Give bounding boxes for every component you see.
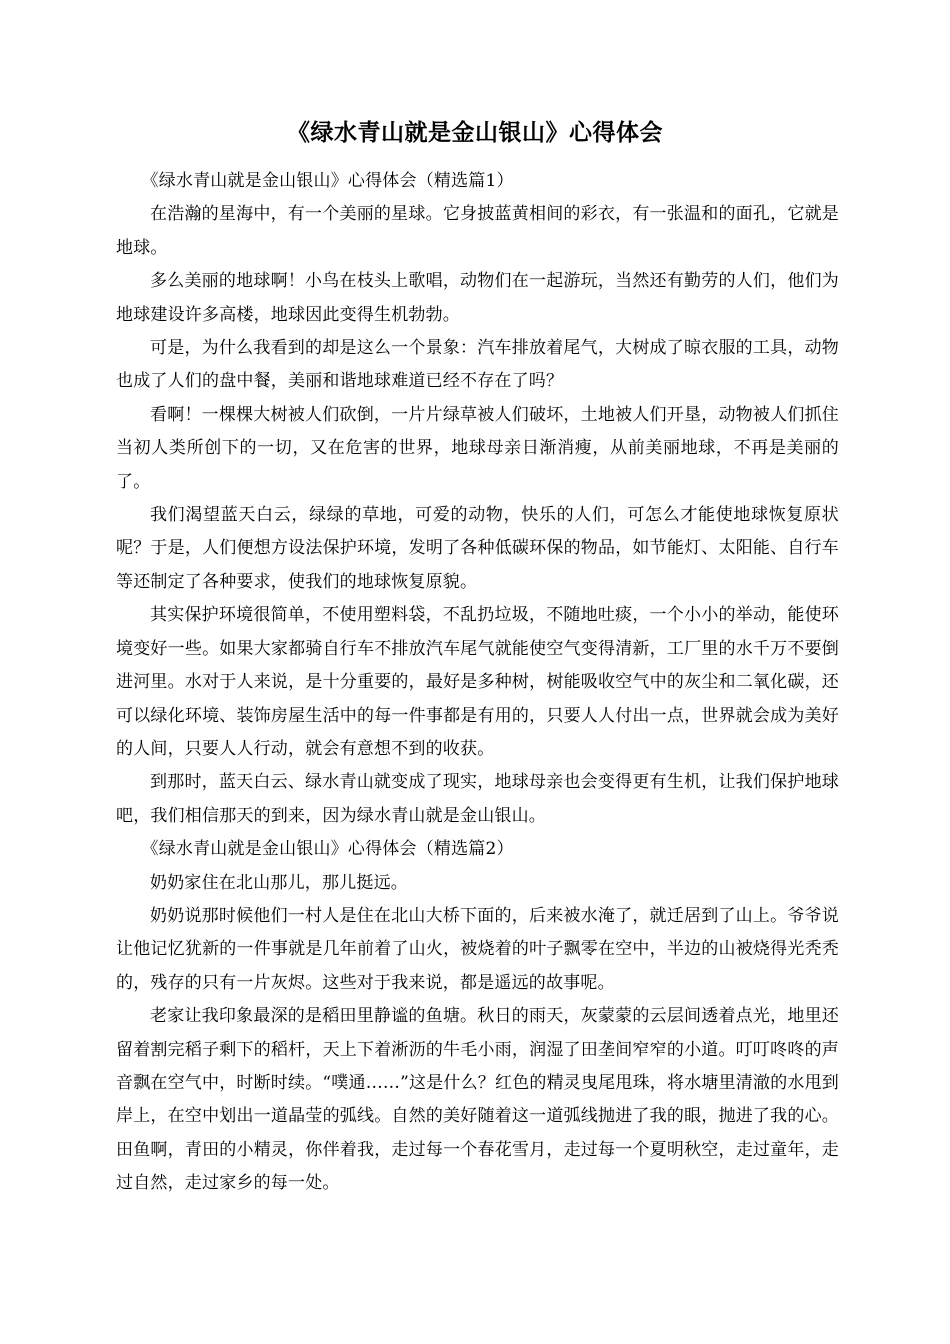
section-heading: 《绿水青山就是金山银山》心得体会（精选篇1）	[141, 171, 514, 191]
section-heading: 《绿水青山就是金山银山》心得体会（精选篇2）	[141, 839, 514, 860]
document-body	[116, 165, 839, 1201]
paragraph: 老家让我印象最深的是稻田里静谧的鱼塘。秋日的雨天，灰蒙蒙的云层间透着点光，地里还留着割完稻子剩下的稻杆，天上下着淅沥的牛毛小雨，润湿了田垄间窄窄的小道。叮叮咚咚的声音飘在空气中，时断时续。“噗通……”这是什么？红色的精灵曳尾甩珠，将水塘里清澈的水甩到岸上，在空中划出一道晶莹的弧线。自然的美好随着这一道弧线抛进了我的眼，抛进了我的心。田鱼啊，青田的小精灵，你伴着我，走过每一个春花雪月，走过每一个夏明秋空，走过童年，走过自然，走过家乡的每一处。	[116, 1006, 839, 1194]
paragraph: 多么美丽的地球啊！小鸟在枝头上歌唱，动物们在一起游玩，当然还有勤劳的人们，他们为地球建设许多高楼，地球因此变得生机勃勃。	[116, 271, 839, 325]
paragraph: 在浩瀚的星海中，有一个美丽的星球。它身披蓝黄相间的彩衣，有一张温和的面孔，它就是地球。	[116, 204, 839, 258]
paragraph: 到那时，蓝天白云、绿水青山就变成了现实，地球母亲也会变得更有生机，让我们保护地球吧，我们相信那天的到来，因为绿水青山就是金山银山。	[116, 772, 839, 826]
paragraph: 看啊！一棵棵大树被人们砍倒，一片片绿草被人们破坏，土地被人们开垦，动物被人们抓住当初人类所创下的一切，又在危害的世界，地球母亲日渐消瘦，从前美丽地球，不再是美丽的了。	[116, 404, 839, 492]
paragraph: 我们渴望蓝天白云，绿绿的草地，可爱的动物，快乐的人们，可怎么才能使地球恢复原状呢？于是，人们便想方设法保护环境，发明了各种低碳环保的物品，如节能灯、太阳能、自行车等还制定了各种要求，使我们的地球恢复原貌。	[116, 505, 839, 592]
paragraph: 奶奶家住在北山那儿，那儿挺远。	[150, 872, 408, 893]
paragraph: 其实保护环境很简单，不使用塑料袋，不乱扔垃圾，不随地吐痰，一个小小的举动，能使环境变好一些。如果大家都骑自行车不排放汽车尾气就能使空气变得清新，工厂里的水千万不要倒进河里。水对于人来说，是十分重要的，最好是多种树，树能吸收空气中的灰尘和二氧化碳，还可以绿化环境、装饰房屋生活中的每一件事都是有用的，只要人人付出一点，世界就会成为美好的人间，只要人人行动，就会有意想不到的收获。	[116, 605, 839, 759]
document-title: 《绿水青山就是金山银山》心得体会	[287, 119, 663, 146]
paragraph: 奶奶说那时候他们一村人是住在北山大桥下面的，后来被水淹了，就迁居到了山上。爷爷说让他记忆犹新的一件事就是几年前着了山火，被烧着的叶子飘零在空中，半边的山被烧得光秃秃的，残存的只有一片灰烬。这些对于我来说，都是遥远的故事呢。	[116, 905, 839, 993]
paragraph: 可是，为什么我看到的却是这么一个景象：汽车排放着尾气，大树成了晾衣服的工具，动物也成了人们的盘中餐，美丽和谐地球难道已经不存在了吗？	[116, 338, 839, 392]
